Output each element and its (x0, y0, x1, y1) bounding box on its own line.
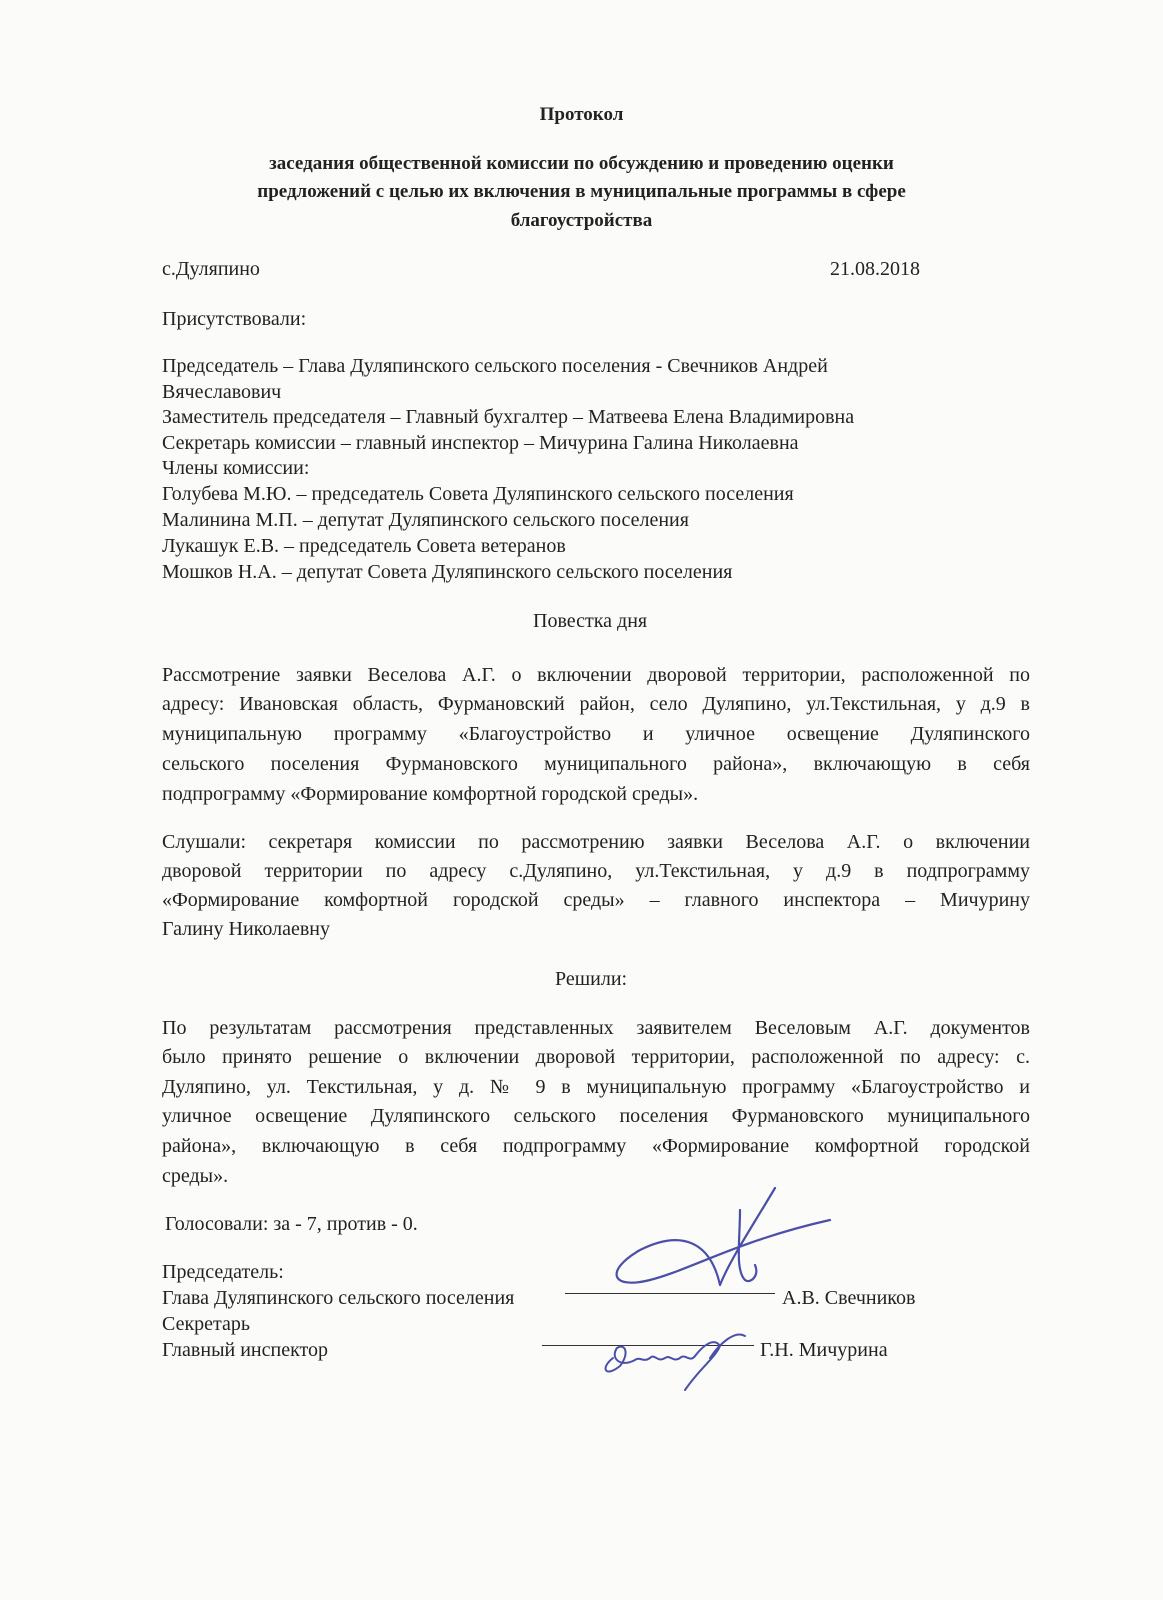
date: 21.08.2018 (830, 258, 920, 280)
heard-line: дворовой территории по адресу с.Дуляпино, ул.Текстильная, у д.9 в подпрограмму (162, 860, 1030, 882)
decided-line: было принято решение о включении дворовой территории, расположенной по адресу: с. (162, 1046, 1030, 1068)
present-line: Председатель – Глава Дуляпинского сельского поселения - Свечников Андрей (162, 355, 828, 377)
present-line: Заместитель председателя – Главный бухгалтер – Матвеева Елена Владимировна (162, 406, 855, 428)
secretary-label: Секретарь (162, 1313, 251, 1335)
chair-name: А.В. Свечников (782, 1287, 916, 1309)
agenda-line: муниципальную программу «Благоустройство и уличное освещение Дуляпинского (162, 723, 1030, 745)
heard-line: Слушали: секретаря комиссии по рассмотрению заявки Веселова А.Г. о включении (162, 831, 1030, 853)
agenda-line: адресу: Ивановская область, Фурмановский район, село Дуляпино, ул.Текстильная, у д.9 в (162, 693, 1030, 715)
present-line: Члены комиссии: (162, 457, 310, 479)
place: с.Дуляпино (162, 258, 260, 280)
decided-line: среды». (162, 1165, 229, 1187)
heard-line: Галину Николаевну (162, 918, 330, 940)
decided-line: района», включающую в себя подпрограмму «Формирование комфортной городской (162, 1135, 1030, 1157)
decided-line: По результатам рассмотрения представленных заявителем Веселовым А.Г. документов (162, 1017, 1030, 1039)
chair-signature (600, 1180, 840, 1300)
present-heading: Присутствовали: (162, 308, 307, 330)
decided-line: Дуляпино, ул. Текстильная, у д. № 9 в муниципальную программу «Благоустройство и (162, 1076, 1030, 1098)
present-line: Голубева М.Ю. – председатель Совета Дуляпинского сельского поселения (162, 483, 794, 505)
present-line: Мошков Н.А. – депутат Совета Дуляпинского сельского поселения (162, 561, 733, 583)
chair-label: Председатель: (162, 1261, 284, 1283)
present-line: Лукашук Е.В. – председатель Совета ветеранов (162, 535, 566, 557)
present-line: Малинина М.П. – депутат Дуляпинского сельского поселения (162, 509, 689, 531)
heard-line: «Формирование комфортной городской среды» – главного инспектора – Мичурину (162, 889, 1030, 911)
document-title: Протокол (539, 104, 624, 125)
secretary-signature (595, 1318, 765, 1398)
subtitle-line: предложений с целью их включения в муниципальные программы в сфере (257, 181, 906, 202)
subtitle-line: заседания общественной комиссии по обсуждению и проведению оценки (269, 153, 894, 174)
agenda-heading: Повестка дня (533, 610, 648, 632)
present-line: Секретарь комиссии – главный инспектор – Мичурина Галина Николаевна (162, 432, 799, 454)
vote-result: Голосовали: за - 7, против - 0. (165, 1213, 418, 1235)
secretary-name: Г.Н. Мичурина (760, 1339, 888, 1361)
present-line: Вячеславович (162, 381, 282, 403)
secretary-position: Главный инспектор (162, 1339, 328, 1361)
subtitle-line: благоустройства (510, 210, 653, 231)
decided-line: уличное освещение Дуляпинского сельского поселения Фурмановского муниципального (162, 1105, 1030, 1127)
agenda-line: Рассмотрение заявки Веселова А.Г. о включении дворовой территории, расположенной по (162, 664, 1030, 686)
decided-heading: Решили: (555, 968, 628, 990)
agenda-line: сельского поселения Фурмановского муниципального района», включающую в себя (162, 753, 1030, 775)
agenda-line: подпрограмму «Формирование комфортной городской среды». (162, 783, 699, 805)
chair-position: Глава Дуляпинского сельского поселения (162, 1287, 515, 1309)
